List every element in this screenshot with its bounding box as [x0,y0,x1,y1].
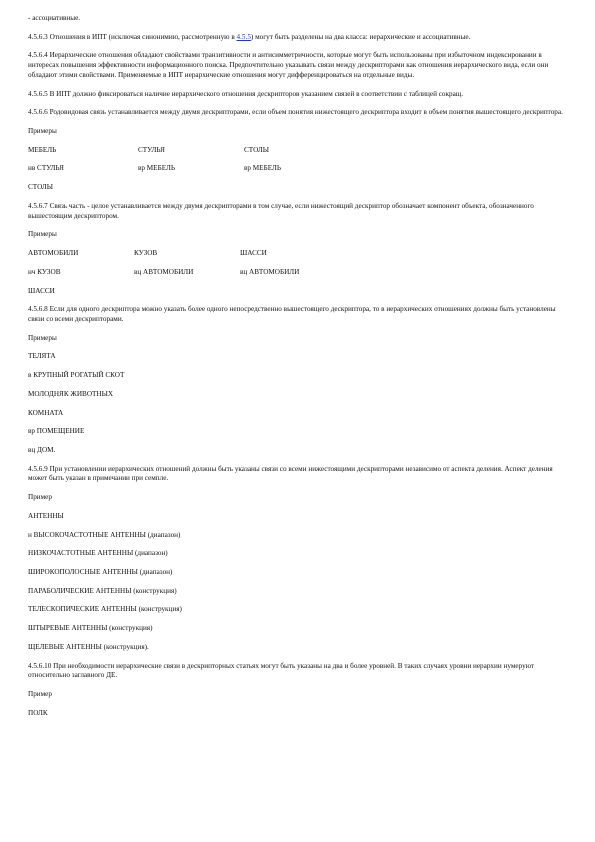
paragraph-4-5-6-8: 4.5.6.8 Если для одного дескриптора можно указать более одного непосредственно вышестоящего дескриптора, то в иерархических отношениях должны быть установлены связи со всеми дескрипторами. [28,305,556,323]
paragraph-4-5-6-4: 4.5.6.4 Иерархические отношения обладают свойствами транзитивности и антисимметричности, которые могут быть использованы при избыточном индексировании в интересах повышения эффективности информационного поиска. Предпочтительно указывать связи между дескрипторами как отношения иерархического вида, если они обладают этими свойствами. Применяемые в ИПТ иерархические отношения могут дифференцироваться на отдельные виды. [28,51,549,79]
example-label: Пример [28,690,52,699]
example-line: ШИРОКОПОЛОСНЫЕ АНТЕННЫ (диапазон) [28,568,173,576]
example-cell: нв СТУЛЬЯ [28,164,64,173]
paragraph-4-5-6-7: 4.5.6.7 Связь часть - целое устанавливается между двумя дескрипторами в том случае, если нижестоящий дескриптор обозначает компонент объекта, обозначенного вышестоящим дескриптором. [28,201,534,220]
example-cell: вц АВТОМОБИЛИ [240,267,300,276]
example-cell: нч КУЗОВ [28,267,61,276]
example-line: ШАССИ [28,286,55,295]
paragraph-text: 4.5.6.3 Отношения в ИПТ (исключая синонимию, рассмотренную в [28,32,237,41]
example-line: вр ПОМЕЩЕНИЕ [28,427,85,436]
example-line: СТОЛЫ [28,183,54,192]
example-line: ШТЫРЕВЫЕ АНТЕННЫ (конструкция) [28,624,153,633]
example-line: н ВЫСОКОЧАСТОТНЫЕ АНТЕННЫ (диапазон) [28,530,181,539]
example-cell: ШАССИ [240,249,267,258]
example-cell: КУЗОВ [134,249,158,258]
example-line: ЩЕЛЕВЫЕ АНТЕННЫ (конструкция). [28,642,149,651]
examples-label: Примеры [28,127,57,136]
example-cell: СТУЛЬЯ [138,145,165,154]
paragraph-4-5-6-10: 4.5.6.10 При необходимости иерархические связи в дескрипторных статьях могут быть указаны на два и более уровней. В таких случаях уровни иерархии нумеруют относительно заглавного ДЕ. [28,661,535,680]
examples-label: Примеры [28,230,57,239]
example-row [28,146,568,156]
paragraph-text: ) могут быть разделены на два класса: иерархические и ассоциативные. [250,32,471,41]
paragraph-4-5-6-5: 4.5.6.5 В ИПТ должно фиксироваться наличие иерархического отношения дескрипторов указанием связей в соответствии с таблицей сокращ. [28,89,464,98]
example-cell: вц АВТОМОБИЛИ [134,267,194,276]
example-line: ПОЛК [28,708,48,717]
example-line: НИЗКОЧАСТОТНЫЕ АНТЕННЫ (диапазон) [28,549,168,558]
example-line: МОЛОДНЯК ЖИВОТНЫХ [28,389,114,398]
text-line: - ассоциативные. [28,14,81,22]
example-cell: СТОЛЫ [244,145,270,154]
example-line: вц ДОМ. [28,445,56,454]
document-page [28,14,568,727]
example-label: Пример [28,493,52,502]
paragraph-4-5-6-9: 4.5.6.9 При установлении иерархических отношений должны быть указаны связи со всеми нижестоящими дескрипторами независимо от аспекта деления. Аспект деления может быть указан в примечании при семпле. [28,464,553,483]
example-line: ПАРАБОЛИЧЕСКИЕ АНТЕННЫ (конструкция) [28,586,177,595]
examples-label: Примеры [28,333,57,342]
example-row [28,249,568,259]
example-cell: вр МЕБЕЛЬ [244,164,281,173]
example-cell: вр МЕБЕЛЬ [138,164,175,173]
example-line: КОМНАТА [28,408,64,417]
example-row [28,164,568,174]
example-line: АНТЕННЫ [28,511,64,520]
paragraph-4-5-6-3 [28,33,568,43]
example-line: в КРУПНЫЙ РОГАТЫЙ СКОТ [28,371,125,380]
example-line: ТЕЛЕСКОПИЧЕСКИЕ АНТЕННЫ (конструкция) [28,605,182,614]
example-line: ТЕЛЯТА [28,352,56,361]
example-row [28,268,568,278]
example-cell: АВТОМОБИЛИ [28,249,79,258]
paragraph-4-5-6-6: 4.5.6.6 Родовидовая связь устанавливается между двумя дескрипторами, если объем понятия нижестоящего дескриптора входит в объем понятия вышестоящего дескриптора. [28,108,563,117]
example-cell: МЕБЕЛЬ [28,145,57,154]
reference-link-4-5-5[interactable]: 4.5.5 [236,32,251,41]
